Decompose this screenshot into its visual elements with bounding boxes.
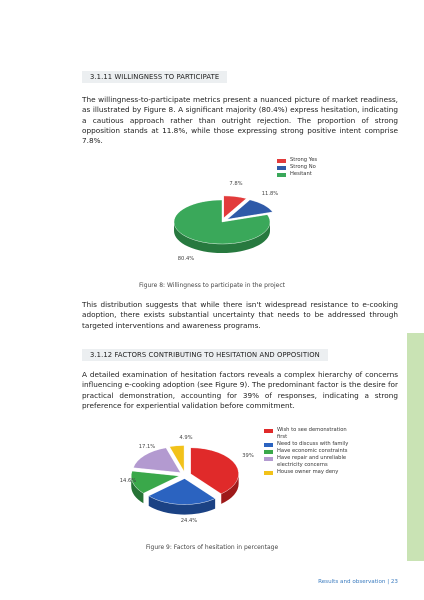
paragraph-hesitation-factors: A detailed examination of hesitation factors reveals a complex hierarchy of concerns influencing e-cooking adoption (see Figure 9). The predominant factor is the desire for practical demonstration, accounting for 39% of responses, indicating a strong preference for experiential validation before commitment. <box>82 370 398 410</box>
paragraph-willingness: The willingness-to-participate metrics present a nuanced picture of market readiness, as illustrated by Figure 8. A significant majority (80.4%) express hesitation, indicating a cautious approach rather than outright rejection. The proportion of strong opposition stands at 11.8%, while those expressing strong positive intent comprise 7.8%. <box>82 95 398 146</box>
paragraph-after-figure-8: This distribution suggests that while there isn't widespread resistance to e-cooking adoption, there exists substantial uncertainty that needs to be addressed through targeted interventions and awareness programs. <box>82 300 398 330</box>
figure-9-caption: Figure 9: Factors of hesitation in percentage <box>145 544 279 551</box>
pie-chart-2 <box>120 435 254 524</box>
legend-label: Strong No <box>290 164 316 170</box>
legend-label: Have repair and unreliable electricity concerns <box>277 455 347 468</box>
legend-label: Wish to see demonstration first <box>277 427 347 440</box>
pie-value-label: 4.9% <box>179 435 193 441</box>
legend-label: Strong Yes <box>290 157 318 163</box>
figure-8-caption: Figure 8: Willingness to participate in the project <box>139 282 285 289</box>
pie-value-label: 7.8% <box>229 181 243 187</box>
pie-value-label: 14.6% <box>119 478 137 484</box>
pie-value-label: 39% <box>242 453 254 459</box>
legend-label: Need to discuss with family <box>277 441 349 447</box>
pie-chart-1 <box>174 181 278 262</box>
pie-value-label: 17.1% <box>138 444 156 450</box>
pie-value-label: 11.8% <box>261 191 279 197</box>
pie-value-label: 80.4% <box>177 256 195 262</box>
section-heading-hesitation-factors: 3.1.12 FACTORS CONTRIBUTING TO HESITATION AND OPPOSITION <box>82 349 328 361</box>
legend-label: Have economic constraints <box>277 448 348 454</box>
pie-value-label: 24.4% <box>180 518 198 524</box>
page-footer-label: Results and observation | 23 <box>318 579 398 585</box>
legend-label: Hesitant <box>290 171 312 177</box>
section-heading-willingness: 3.1.11 WILLINGNESS TO PARTICIPATE <box>82 71 227 83</box>
pie-slice <box>191 448 239 494</box>
legend-label: House owner may deny <box>277 469 339 475</box>
